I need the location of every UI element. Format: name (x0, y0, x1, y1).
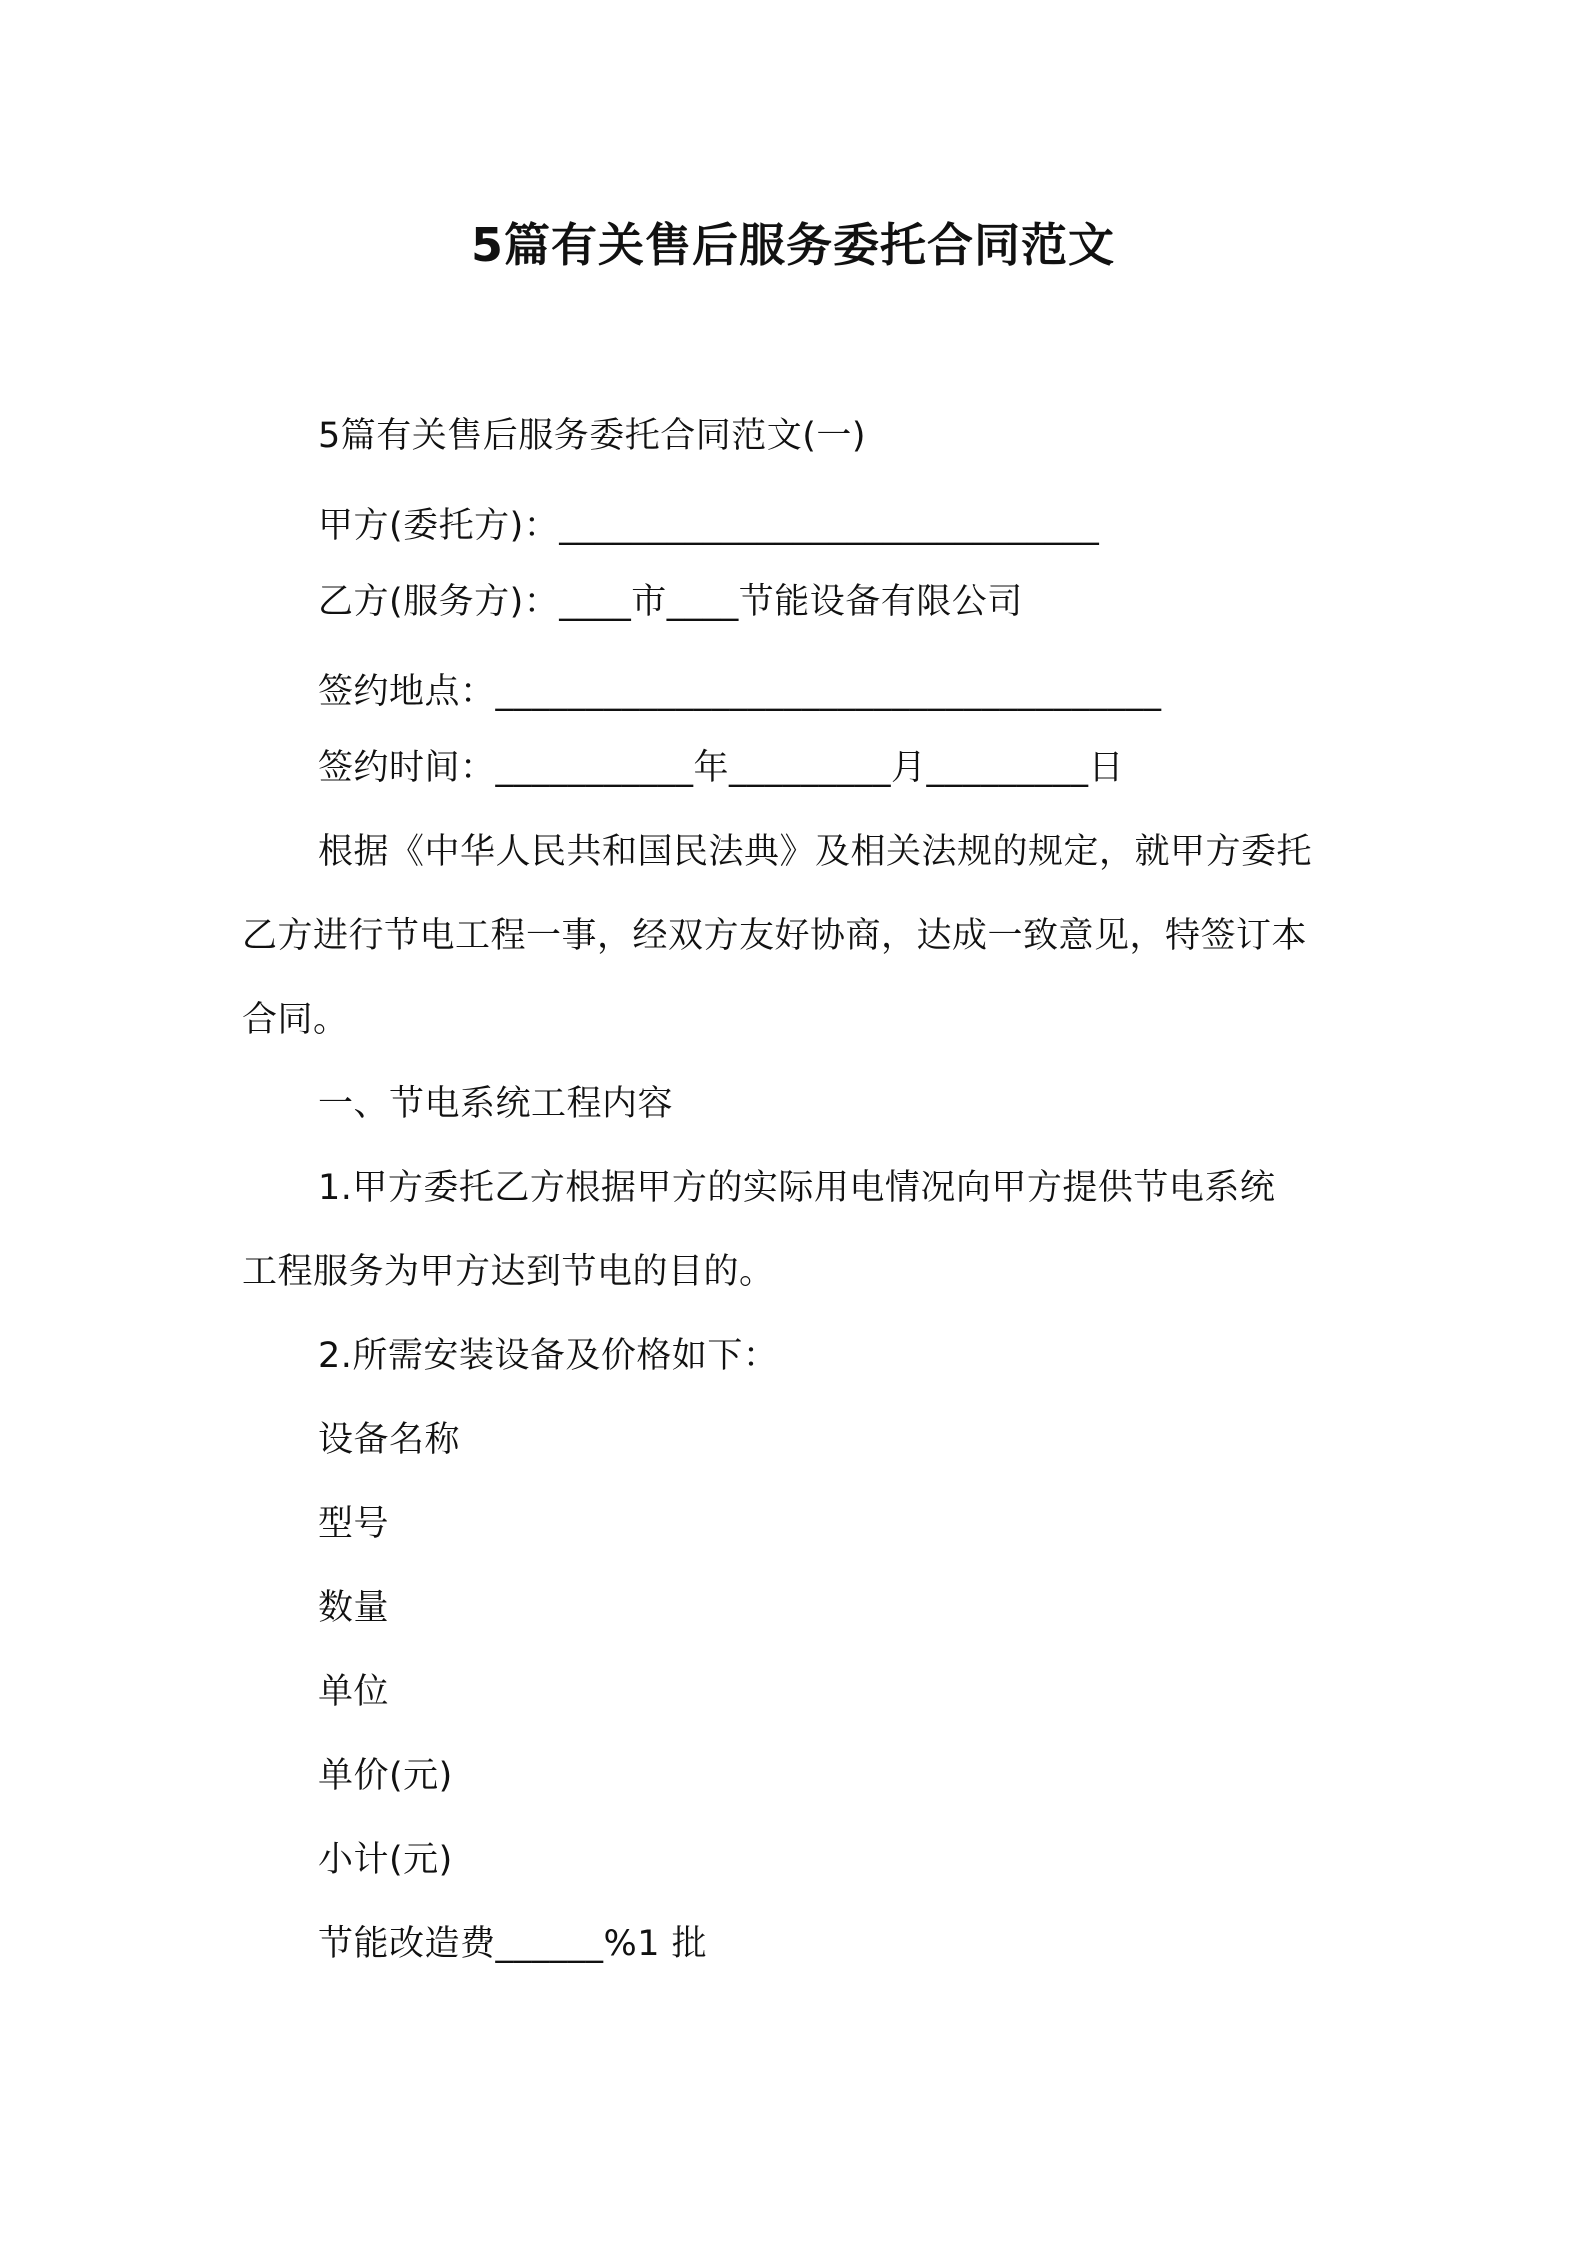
item-2-line: 2.所需安装设备及价格如下： (318, 1336, 779, 1376)
sign-time-line: 签约时间：___________年_________月_________日 (318, 748, 1125, 788)
section-1-heading: 一、节电系统工程内容 (318, 1084, 674, 1124)
party-b-line: 乙方(服务方)：____市____节能设备有限公司 (318, 582, 1023, 622)
field-subtotal: 小计(元) (318, 1840, 453, 1880)
field-model: 型号 (318, 1504, 390, 1544)
party-a-line: 甲方(委托方)：______________________________ (318, 506, 1100, 546)
field-unit-price: 单价(元) (318, 1756, 453, 1796)
intro-paragraph-line-2: 乙方进行节电工程一事，经双方友好协商，达成一致意见，特签订本 (242, 916, 1308, 956)
item-1-line-2: 工程服务为甲方达到节电的目的。 (242, 1252, 775, 1292)
document-title: 5篇有关售后服务委托合同范文 (470, 218, 1115, 272)
intro-paragraph-line-3: 合同。 (242, 1000, 349, 1040)
sign-place-line: 签约地点：_____________________________________ (318, 672, 1162, 712)
contract-subtitle: 5篇有关售后服务委托合同范文(一) (318, 416, 867, 456)
item-1-line-1: 1.甲方委托乙方根据甲方的实际用电情况向甲方提供节电系统 (318, 1168, 1276, 1208)
intro-paragraph-line-1: 根据《中华人民共和国民法典》及相关法规的规定，就甲方委托 (318, 832, 1313, 872)
field-quantity: 数量 (318, 1588, 390, 1628)
energy-retrofit-fee-line: 节能改造费______%1 批 (318, 1924, 708, 1964)
field-unit: 单位 (318, 1672, 390, 1712)
field-device-name: 设备名称 (318, 1420, 461, 1460)
